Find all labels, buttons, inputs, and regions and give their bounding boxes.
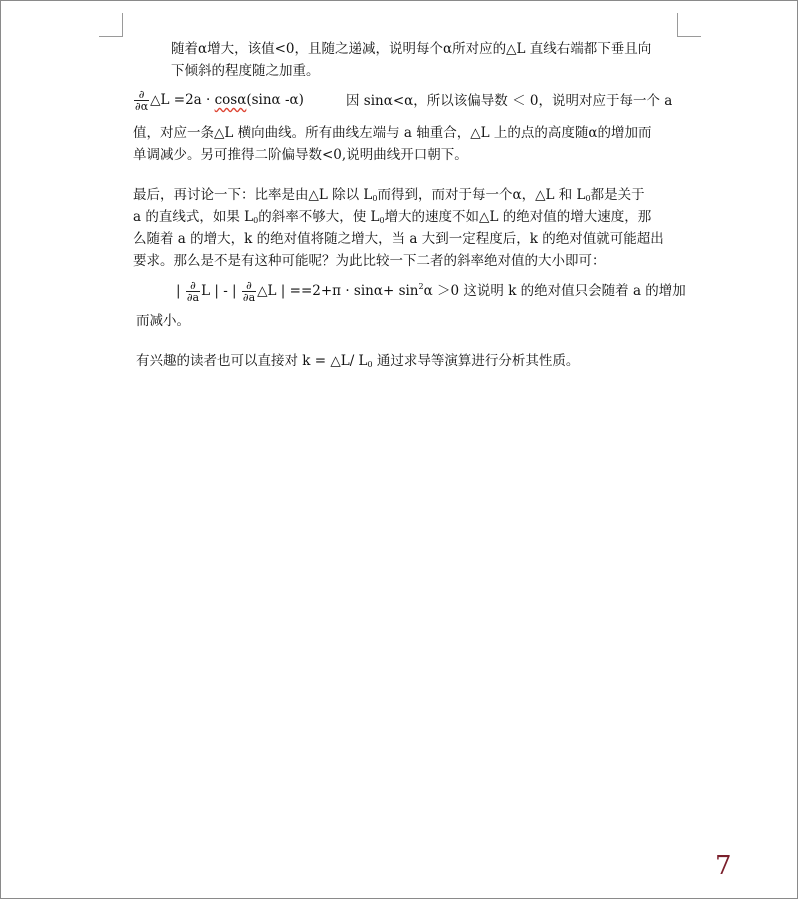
paragraph-3-line-2 [133,207,651,231]
paragraph-3-line-4: 要求。那么是不是有这种可能呢？为此比较一下二者的斜率绝对值的大小即可： [133,253,606,269]
p3-l1-part-c: 都是关于 [590,187,645,203]
partial-fraction [186,280,200,303]
p3-l2-part-c: 增大的速度不如△L 的绝对值的增大速度，那 [384,209,652,225]
equation-1-line [133,89,304,112]
crop-mark-top-right-v [677,13,678,37]
crop-mark-top-left-h [99,36,123,37]
crop-mark-top-right-h [677,36,701,37]
fraction-numerator: ∂ [186,280,200,292]
fraction-numerator: ∂ [242,280,256,292]
subscript-zero: 0 [585,194,591,203]
equation-2-term-2: △L | ==2+π · sinα+ sin [257,283,419,299]
p3-l2-part-a: a 的直线式，如果 L [133,209,254,225]
superscript-two: 2 [418,282,424,291]
fraction-denominator: ∂α [135,100,149,113]
subscript-zero: 0 [367,360,373,369]
equation-1-lhs: △L =2a · [150,92,215,108]
fraction-numerator: ∂ [134,89,149,101]
subscript-zero: 0 [379,216,385,225]
subscript-zero: 0 [253,216,259,225]
equation-2-continuation: 而减小。 [136,313,190,329]
fraction-denominator: ∂a [186,291,200,304]
paragraph-2-line-2: 单调减少。另可推得二阶偏导数<0,说明曲线开口朝下。 [133,147,468,163]
crop-mark-top-left-v [122,13,123,37]
equation-2-line [176,277,686,303]
paragraph-1-line-1: 随着α增大，该值<0，且随之递减，说明每个α所对应的△L 直线右端都下垂且向 [171,41,652,57]
paragraph-1-line-2: 下倾斜的程度随之加重。 [171,63,320,79]
paragraph-3-line-3: 么随着 a 的增大，k 的绝对值将随之增大，当 a 大到一定程度后，k 的绝对值就可能超出 [133,231,664,247]
equation-1-explanation: 因 sinα<α，所以该偏导数 ＜ 0，说明对应于每一个 a [346,93,673,109]
equation-1-rest: (sinα -α) [246,92,304,108]
partial-fraction [242,280,256,303]
p4-part-b: 通过求导等演算进行分析其性质。 [372,353,580,369]
page-number: 7 [715,851,732,881]
partial-fraction [134,89,149,112]
fraction-denominator: ∂a [242,291,256,304]
equation-2-term-1: L | - | [201,283,237,299]
p3-l2-part-b: 的斜率不够大，使 L [258,209,380,225]
subscript-zero: 0 [372,194,378,203]
p3-l1-part-a: 最后，再讨论一下：比率是由△L 除以 L [133,187,373,203]
p4-part-a: 有兴趣的读者也可以直接对 k = △L/ L [136,353,368,369]
equation-1-cos: cosα [214,92,247,108]
equation-2-term-3: α ＞0 这说明 k 的绝对值只会随着 a 的增加 [423,283,686,299]
paragraph-3-line-1 [133,185,645,209]
paragraph-4-line [136,351,579,375]
p3-l1-part-b: 而得到，而对于每一个α，△L 和 L [377,187,586,203]
paragraph-2-line-1: 值，对应一条△L 横向曲线。所有曲线左端与 a 轴重合，△L 上的点的高度随α的增加而 [133,125,652,141]
abs-bar: | [176,283,181,299]
